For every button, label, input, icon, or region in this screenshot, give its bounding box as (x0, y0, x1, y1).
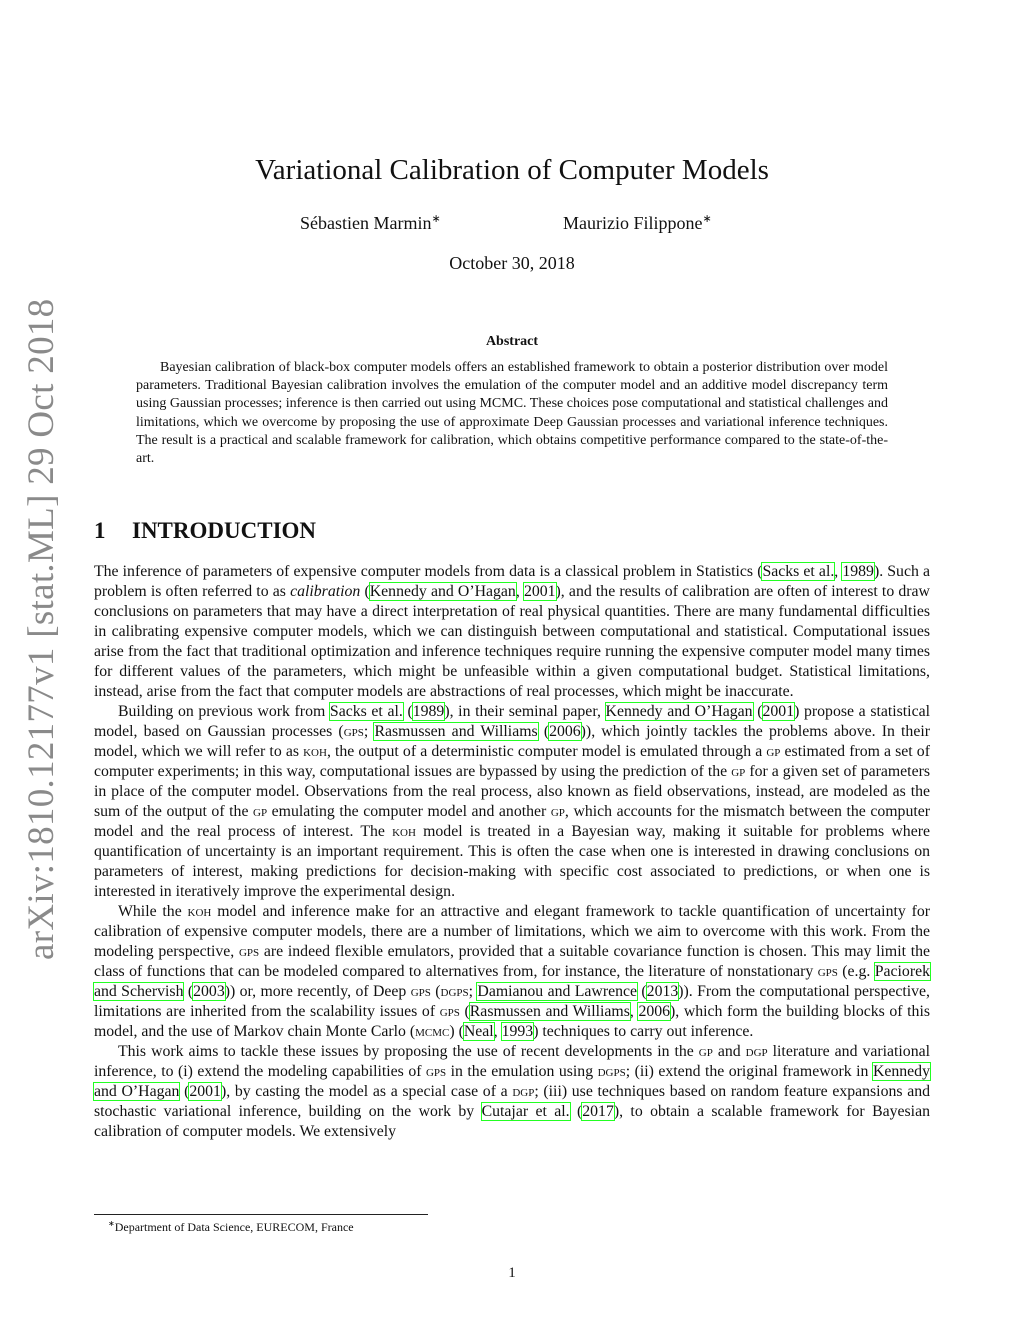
citation-link[interactable]: Paciorek and Schervish (94, 963, 930, 1000)
arxiv-sidebar-stamp: arXiv:1810.12177v1 [stat.ML] 29 Oct 2018 (21, 298, 62, 960)
citation-link[interactable]: Kennedy and O’Hagan (605, 703, 753, 720)
footnote-divider (94, 1214, 428, 1215)
body-text (94, 562, 930, 1142)
citation-link[interactable]: Sacks et al. (329, 703, 403, 720)
citation-link[interactable]: Kennedy and O’Hagan (94, 1063, 930, 1100)
citation-year-link[interactable]: 2006 (638, 1003, 671, 1020)
section-number: 1 (94, 518, 106, 543)
citation-link[interactable]: Neal (463, 1023, 494, 1040)
paragraph-2: Building on previous work from Sacks et al. (1989), in their seminal paper, Kennedy and O’Hagan (2001) propose a statistical model, based on Gaussian processes (gps; Rasmussen and Williams (2006)), which jointly tackles the problems above. In their model, which we will refer to as koh, the output of a deterministic computer model is emulated through a gp estimated from a set of computer experiments; in this way, computational issues are bypassed by using the prediction of the gp for a given set of parameters in place of the computer model. Observations from the real process, also known as field observations, instead, are modeled as the sum of the output of the gp emulating the computer model and another gp, which accounts for the mismatch between the computer model and the real process of interest. The koh model is treated in a Bayesian way, making it suitable for problems where quantification of uncertainty is an important requirement. This is often the case when one is interested in drawing conclusions on parameters of interest, making predictions for decision-making with specific cost associated to predictions, or when one is interested in iteratively improve the experimental design. (94, 703, 930, 900)
citation-year-link[interactable]: 2001 (762, 703, 795, 720)
abstract-text: Bayesian calibration of black-box computer models offers an established framework to obtain a posterior distribution over model parameters. Traditional Bayesian calibration involves the emulation of the computer model and an additive model discrepancy term using Gaussian processes; inference is then carried out using MCMC. These choices pose computational and statistical challenges and limitations, which we overcome by proposing the use of approximate Deep Gaussian processes and variational inference techniques. The result is a practical and scalable framework for calibration, which obtains competitive performance compared to the state-of-the-art. (136, 360, 888, 467)
paragraph-3: While the koh model and inference make for an attractive and elegant framework to tackle quantification of uncertainty for calibration of expensive computer models, there are a number of limitations, which we aim to overcome with this work. From the modeling perspective, gps are indeed flexible emulators, provided that a suitable covariance function is chosen. This may limit the class of functions that can be modeled compared to alternatives from, for instance, the literature of nonstationary gps (e.g. Paciorek and Schervish (2003)) or, more recently, of Deep gps (dgps; Damianou and Lawrence (2013)). From the computational perspective, limitations are inherited from the scalability issues of gps (Rasmussen and Williams, 2006), which form the building blocks of this model, and the use of Markov chain Monte Carlo (mcmc) (Neal, 1993) techniques to carry out inference. (94, 903, 930, 1040)
citation-year-link[interactable]: 1989 (412, 703, 445, 720)
citation-link[interactable]: Cutajar et al. (481, 1103, 570, 1120)
citation-link[interactable]: Damianou and Lawrence (477, 983, 638, 1000)
paragraph-4: This work aims to tackle these issues by proposing the use of recent developments in the gp and dgp literature and variational inference, to (i) extend the modeling capabilities of gps in the emulation using dgps; (ii) extend the original framework in Kennedy and O’Hagan (2001), by casting the model as a special case of a dgp; (iii) use techniques based on random feature expansions and stochastic variational inference, building on the work by Cutajar et al. (2017), to obtain a scalable framework for Bayesian calibration of computer models. We extensively (94, 1043, 931, 1140)
section-title: INTRODUCTION (132, 518, 317, 543)
paper-title: Variational Calibration of Computer Models (255, 154, 769, 186)
citation-year-link[interactable]: 2001 (189, 1083, 221, 1100)
citation-link[interactable]: Sacks et al. (762, 563, 835, 580)
page-number: 1 (508, 1265, 516, 1281)
citation-link[interactable]: Kennedy and O’Hagan (369, 583, 516, 600)
author-2: Maurizio Filippone∗ (563, 213, 712, 233)
citation-year-link[interactable]: 2003 (193, 983, 225, 1000)
citation-year-link[interactable]: 2006 (549, 723, 581, 740)
citation-year-link[interactable]: 2001 (523, 583, 556, 600)
footnote: ∗Department of Data Science, EURECOM, France (108, 1219, 354, 1234)
abstract-heading: Abstract (485, 334, 539, 349)
citation-link[interactable]: Rasmussen and Williams (469, 1003, 630, 1020)
section-heading (94, 518, 316, 544)
paragraph-1: The inference of parameters of expensive computer models from data is a classical problem in Statistics (Sacks et al., 1989). Such a problem is often referred to as calibration (Kennedy and O’Hagan, 2001), and the results of calibration are often of interest to draw conclusions on parameters that may have a direct interpretation of real physical quantities. There are many fundamental difficulties in calibrating expensive computer models, which we can distinguish between computational and statistical. Computational issues arise from the fact that traditional optimization and inference techniques require running the expensive computer model many times for different values of the parameters, which might be unfeasible within a given computational budget. Statistical limitations, instead, arise from the fact that computer models are abstractions of real processes, which might be inaccurate. (94, 563, 930, 700)
citation-year-link[interactable]: 1993 (501, 1023, 534, 1040)
citation-link[interactable]: Rasmussen and Williams (374, 723, 538, 740)
citation-year-link[interactable]: 2017 (582, 1103, 614, 1120)
publication-date: October 30, 2018 (449, 253, 575, 273)
citation-year-link[interactable]: 2013 (646, 983, 679, 1000)
citation-year-link[interactable]: 1989 (842, 563, 874, 580)
author-1: Sébastien Marmin∗ (300, 213, 441, 233)
